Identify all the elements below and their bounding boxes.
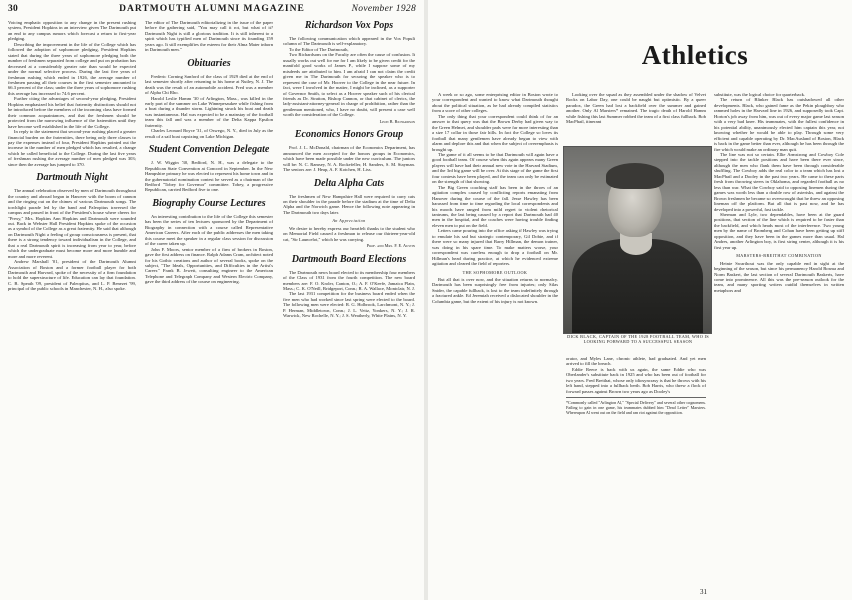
paragraph: Eddie Reece is back with us again, the same Eddie who was Oberlander's substitute back in 1925 and who has been out of football for two years. Fred Breithat, whose only idiosyncrasy is that he throws with his left hand, stepped into a fullback berth. Bob Harris, who threw a flock of forward passes against Brown two years ago as Dooley's <box>566 366 706 394</box>
paragraph: The last 1931 competition for the business board ended when the five men who had worked since last spring were elected to the board. The following men were elected: R. G. Holbrook, Larchmont, N. Y.; J. P. Herman, Middletown, Conn.; J. L. Veitz, Yonkers, N. Y.; J. R. Warwick, New Rochelle, N. Y.; J. S. Weatherly, White Plains, N. Y. <box>283 291 415 319</box>
paragraph: But all that is over now, and the situation returns to normalcy. Dartmouth has been surprisingly free from injuries; only Silas Snider, the capable fullback, is lost to the team indefinitely through a fractured ankle. Ed Jeremiah received a dislocated shoulder in the Columbia game, but the extent of his injury is not known. <box>432 276 558 304</box>
section-heading: Student Convention Delegate <box>148 144 270 156</box>
signature: Leon B. Richardson <box>379 118 415 124</box>
column-5-bottom <box>566 356 706 586</box>
issue-date: November 1928 <box>351 4 416 14</box>
paragraph: orator, and Myles Lane, chronic athlete, had graduated. And yet men arrived to fill the breach. <box>566 356 706 367</box>
captain-photo <box>563 146 712 334</box>
column-1 <box>8 20 136 592</box>
column-4 <box>432 92 558 592</box>
signature: Prof. and Mrs. F. E. Austin <box>366 243 415 249</box>
paragraph: Describing the improvement in the life of the College which has followed the adoption of sophomore pledging, President Hopkins stated that during the three years of sophomore pledging both the number of freshmen separated from college and put on probation has decreased at a considerably greater rate than would be expected under the normal selective process. During the last five years of freshman rushing which ended in 1926, the average number of freshmen passing all their courses in the first semester amounted to 66.3 percent of the class; under the three years of sophomore rushing this average has increased to 74.6 percent. <box>8 41 136 96</box>
paragraph: Looking over the squad as they assembled under the shadow of Velvet Rocks on Labor Day, one could be naught but optimistic. By a queer paradox, the Green had lost a backfield over the summer and gained another. Only Al Marsters* remained. The tragic death of Harold Hamm while fishing this last Summer robbed the team of a first class fullback. Bob MacPhail, itinerant <box>566 92 706 125</box>
paragraph: Charles Leonard Boyce '31, of Oswego, N. Y., died in July as the result of a sail boat capsizing on Lake Michigan. <box>145 128 273 139</box>
paragraph: John F. Moors, senior member of a firm of brokers in Boston, gave the first address on finance. Ralph Adams Cram, architect noted for his Gothic creations and author of several books, spoke on the subject, "The Ideals, Opportunities, and Difficulties in the Artist's Career." Frank B. Jewett, consulting engineer to the American Telephone and Telegraph Company and Western Electric Company, gave the third address of the course on engineering. <box>145 246 273 285</box>
paragraph: Frederic Corning Sanford of the class of 1929 died at the end of last semester shortly after returning to his home at Nutley, N. J. The death was the result of an automobile accident. Fred was a member of Alpha Chi Rho. <box>145 73 273 96</box>
paragraph: substitute, was the logical choice for quarterback. <box>714 92 806 97</box>
paragraph: An interesting contribution to the life of the College this semester has been the series of ten lectures sponsored by the Department of Biography in connection with a course called Representative American Careers. After each of the public addresses the men taking this course meet the speaker in a regular class session for discussion of the career taken up. <box>145 213 273 247</box>
subheading: MARSTERS-BREITHAT COMBINATION <box>736 253 822 259</box>
paragraph: J. W. Wiggin '30, Bedford, N. H., was a delegate to the Republican State Convention at Concord in September. In the New Hampshire primary he was elected to represent his home town and in the gubernatorial nomination contest he served as a chairman of the Bedford "Tobey for Governor" committee. Tobey, a progressive Republican, carried Bedford five to one. <box>145 160 273 193</box>
photo-hair <box>606 163 664 189</box>
photo-caption: DICK BLACK, CAPTAIN OF THE 1928 FOOTBALL TEAM, WHO IS LOOKING FORWARD TO A SUCCESSFUL SEASON <box>567 334 709 345</box>
left-page <box>0 0 424 600</box>
subheading: THE SOPHOMORE OUTLOOK <box>462 269 528 275</box>
section-heading: Dartmouth Night <box>36 172 108 184</box>
paragraph: The freshmen of New Hampshire Hall were required to carry cats on their shoulder in the parade before the stadium at the time of Delta Alpha and the Norwich game. Hence the following note appearing in The Dartmouth two days later. <box>283 193 415 215</box>
paragraph: Two Richardsons on the Faculty are often the cause of confusion. It usually works out well for me for I am likely to be given credit for the manifold good works of James P., while I suppose some of my misdeeds are attributed to him. I am afraid I can not claim the credit given me in The Dartmouth for securing the speaker who is to represent the case of Mr. Hoover to the College in the near future. In fact, were I involved in the matter, I might be inclined, as a supporter of Governor Smith, to select as a Hoover speaker such of his clerical friends as Dr. Stratton, Bishop Cannon, or that cabinet of clerics, the lady-assistant-attorney-general in charge of prohibition, rather than the gentleman mentioned, who, I have no doubt, will present a case well worth the consideration of the College. <box>283 52 415 118</box>
column-6 <box>714 92 844 588</box>
paragraph: Harold Leslie Hamm '30 of Arlington, Mass., was killed in the early part of the summer on Lake Winnepesaukee while fishing from a boat during a thunder storm. Lightning struck his boat and death was instantaneous. Hal was expected to be a mainstay of the football team this fall and was a member of the Delta Kappa Epsilon fraternity. <box>145 95 273 128</box>
subheading: An Appreciation <box>332 218 366 224</box>
section-heading: Delta Alpha Cats <box>313 177 385 189</box>
footnote: *Commonly called "Arlington Al," "Special Delivery" and several other cognomens. Failing to gain in one game, his teammates dubbed him "Dead Letter" Marsters. Whereupon Al went out on the field and ran riot against the opposition. <box>566 397 706 415</box>
section-heading: Biography Course Lectures <box>152 197 266 209</box>
paragraph: Heinie Swarthout was the only capable end in sight at the beginning of the season, but since his permanency Harold Bosma and Norm Baskert, the last section of several Dartmouth Baskerts, have come into prominence. All this was the pre-season outlook for the team, and many sporting writers outdid themselves in written metaphors and <box>714 260 844 293</box>
column-2 <box>145 20 273 592</box>
paragraph: A week or so ago, some enterprising editor in Boston wrote to your correspondent and wanted to know what Dartmouth thought about the political situation, as he had already compiled statistics from a score of other colleges. <box>432 92 558 114</box>
paragraph: The Big Green coaching staff has been in the throes of an agitation complex caused by conflicting reports emanating from Hanover during the course of the fall. Jesse Hawley has been harassed from time to time regarding the local correspondents and his moods have ranged from mild regret to violent rhetorical tantrums, the last being caused by a report that Dartmouth had 40 men in the hospital, and the coaches were having trouble finding eleven men to put on the field. <box>432 184 558 228</box>
paragraph: Letters came pouring into the office asking if Hawley was trying to emulate his sad but strategic contemporary, Gil Dobie, and if there were so many injured that Barry Hillman, the demon trainer, was doing in his spare time. To make matters worse, your correspondent was careless enough to drop a football on Mr. Hillman's head during practice, at which he evidenced extreme agitation and cleared the field of reporters. <box>432 228 558 267</box>
column-3 <box>283 20 415 592</box>
paragraph: Further citing the advantages of second-year pledging, President Hopkins emphasized his belief that fraternity distinctions should not be introduced before the members of the incoming class have formed their common acquaintances, and that the freshmen should be protected from the narrowing influence of the fraternities until they have become well established in the life of the College. <box>8 96 136 129</box>
paragraph: The Dartmouth news board elected to its membership four members of the Class of 1931 from the fourth competition. The new board members are: F. O. Kroler, Canton, O.; A. F. O'Keefe, Jamaica Plain, Mass.; C. K. O'Neill, Bridgeport, Conn.; R. A. Wallace, Montclair, N. J. <box>283 269 415 291</box>
section-title: Athletics <box>641 40 749 70</box>
paragraph: The following communication which appeared in the Vox Populi column of The Dartmouth is self-explanatory. <box>283 36 415 47</box>
section-heading: Obituaries <box>187 57 231 69</box>
paragraph: Andrew Marshall '01, president of the Dartmouth Alumni Association of Boston and a former football player for both Dartmouth and Harvard, spoke of the necessity of a firm foundation to hold the superstructure of life. Education can lay that foundation. C. B. Speath '09, president of Paleopitus, and L. P. Benezet '99, principal of the public schools in Manchester, N. H., also spoke. <box>8 259 136 292</box>
paragraph: To the Editor of The Dartmouth, <box>289 46 349 52</box>
paragraph: The line was not so certain. Ellie Armstrong and Cowboy Cole stepped into the tackle positions and have been there ever since, although the men who flank them have been through considerable shuffling. The Cowboy adds the real color to a team which has lost a MacPhail and a Dooley in the past two years. He came to these parts fresh from throwing steers in Oklahoma, and regarded football as no less than war. What the Cowboy said to opposing linemen during the games was worth less than a double row of asterisks, and against the Brown freshmen he became so overwrought that he threw an opposing lineman off the platform. But all that is past now, and he has developed into a powerful, fast tackle. <box>714 151 844 212</box>
column-5-top <box>566 92 706 144</box>
paragraph: We desire to hereby express our heartfelt thanks to the student who on Memorial Field caused a freshman to release our thirteen-year-old cat, "Sir Launcelot," which he was carrying. <box>283 225 415 242</box>
paragraph: Voicing emphatic opposition to any change in the present rushing system, President Hopkins in an interview given The Dartmouth put an end to any campus rumors which forecast a return to first-year pledging. <box>8 20 136 42</box>
paragraph: In reply to the statement that second-year rushing placed a greater financial burden on the fraternities, there being only three classes to pay the expenses instead of four, President Hopkins pointed out the increase in the number of men pledged which has resulted, a change which he called beneficial to the College. During the last five years of freshman rushing the average number of men pledged was 303; since then the average has jumped to 370. <box>8 129 136 167</box>
paragraph: The game of it all seems to be that Dartmouth will again have a good football team. Of course when this again appears many Green players will have had their annual new vote in the Harvard Stadium, and the 3rd big game will be over. At this stage of the game the first four contests have been played, and the team can only be estimated on the strength of that showing. <box>432 151 558 185</box>
section-heading: Dartmouth Board Elections <box>291 253 407 265</box>
page-number: 30 <box>8 4 19 14</box>
paragraph: Sherman and Lyle, two dependables, have been at the guard positions, that section of the line which is required to be faster than the backfield, and which heads most of the interference. Two young men by the name of Bromberg and Cohan have been getting up stiff opposition, and they have been in the games more than usual. Hal Andres, another Arlington boy, is first string center, although it is his first year up. <box>714 211 844 250</box>
section-heading: Economics Honors Group <box>294 129 404 141</box>
left-page-header <box>8 4 416 16</box>
section-heading: Richardson Vox Pops <box>304 20 394 31</box>
magazine-title: DARTMOUTH ALUMNI MAGAZINE <box>119 4 305 14</box>
paragraph: The editor of The Dartmouth editorializing in the issue of the paper before the gathering said, "You may call it rot, but what of it? Dartmouth Night is still a glorious tradition. It is still inherent to a spirit which has typified men of Dartmouth since its founding 159 years ago. It still exemplifies the esteem for their Alma Mater inborn in Dartmouth men." <box>145 20 273 53</box>
paragraph: The only thing that your correspondent could think of for an answer to that query was that the Brown Derby had given way to the Green Helmet, and shoulder pads were far more interesting than a size 17 collar in those fair hills. In fact the College so loves its football that many gentlemen have already begun to view with alarm and deplore this and that when the subject of overemphasis is brought up. <box>432 113 558 152</box>
right-page-number: 31 <box>700 588 707 596</box>
paragraph: The return of Blinker Black has outshadowed all other developments. Black, who gained fame as the Pekin ploughboy who rammed holes in the Harvard line in 1926, and supposedly took Capt. Horton's job away from him, was out of every major game last season with a very bad knee. His teammates, with the fullest confidence in his potential ability, unanimously elected him captain this year, not knowing whether he would be able to play. Through some very efficient and capable operating by Dr. MacAusland of Boston, Black is back in the game better than ever, although he has been through the fire which would make an ordinary man quit. <box>714 97 844 152</box>
paragraph: Prof. J. L. McDonald, chairman of the Economics Department, has announced the men accepted for the honors groups in Economics, which have been made possible under the new curriculum. The juniors will be: N. C. Ramsey, N. A. Rockefeller, H. Sanders, S. M. Stayman. The seniors are: J. Heap, A. F. Kotchen, H. Liss. <box>283 145 415 173</box>
paragraph: The annual celebration observed by men of Dartmouth throughout the country and abroad began in Hanover with the boom of cannon and the ringing out on the chimes of various Dartmouth songs. The torchlight parade led by the band and Paleopitus traversed the campus and passed in front of the President's house where cheers for "Prexy," Mrs. Hopkins Ann Hopkins and Dartmouth were sounded out. Back in Webster Hall President Hopkins spoke of the occasion as a symbol of the College as a great fraternity. He said that although on Dartmouth Night a feeling of group consciousness is present, that there is a strong tendency toward individualism in the College, and that a real Dartmouth spirit is increasing from year to year, before which the undergraduate must become more and more humble and more and more reverent. <box>8 188 136 259</box>
